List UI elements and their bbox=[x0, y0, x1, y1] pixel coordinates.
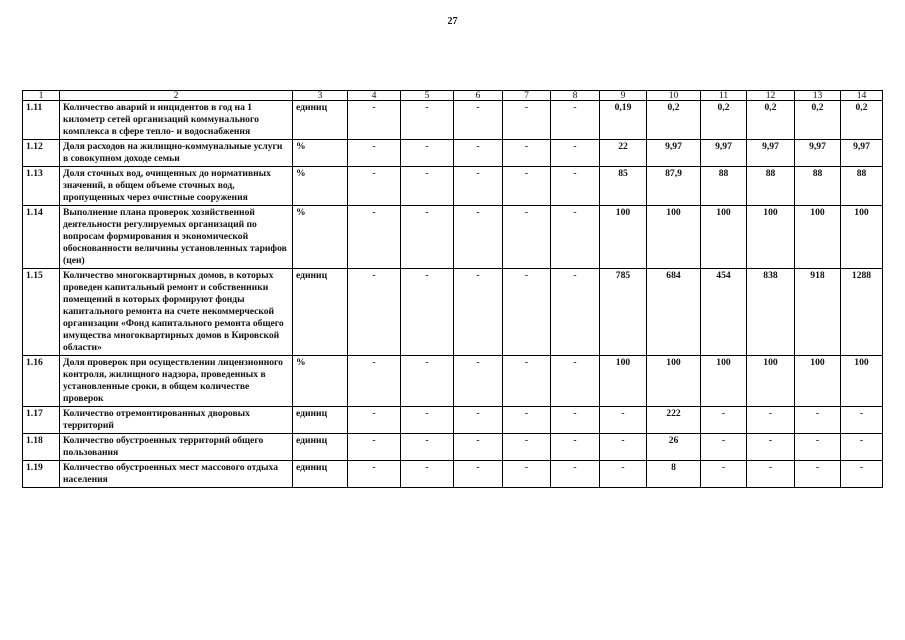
value-cell: - bbox=[503, 101, 551, 140]
value-cell: - bbox=[454, 356, 503, 407]
value-cell: 9,97 bbox=[841, 140, 883, 167]
table-row bbox=[23, 269, 883, 356]
column-header: 11 bbox=[701, 91, 747, 101]
value-cell: - bbox=[795, 461, 841, 488]
table-row bbox=[23, 356, 883, 407]
value-cell: - bbox=[454, 434, 503, 461]
unit-cell: единиц bbox=[293, 434, 348, 461]
value-cell: - bbox=[348, 461, 401, 488]
value-cell: 100 bbox=[647, 356, 701, 407]
value-cell: - bbox=[348, 407, 401, 434]
value-cell: - bbox=[454, 167, 503, 206]
column-header: 2 bbox=[60, 91, 293, 101]
indicator-name: Выполнение плана проверок хозяйственной деятельности регулируемых организаций по вопросам формирования и экономической обоснованности величины установленных тарифов (цен) bbox=[60, 206, 293, 269]
value-cell: - bbox=[348, 434, 401, 461]
table-row bbox=[23, 167, 883, 206]
unit-cell: единиц bbox=[293, 407, 348, 434]
value-cell: 9,97 bbox=[647, 140, 701, 167]
value-cell: 87,9 bbox=[647, 167, 701, 206]
column-header: 7 bbox=[503, 91, 551, 101]
indicators-table bbox=[22, 90, 883, 488]
value-cell: - bbox=[551, 140, 600, 167]
value-cell: - bbox=[401, 434, 454, 461]
value-cell: - bbox=[503, 167, 551, 206]
table-header bbox=[23, 91, 883, 101]
value-cell: 88 bbox=[701, 167, 747, 206]
value-cell: - bbox=[348, 356, 401, 407]
indicator-name: Доля сточных вод, очищенных до нормативных значений, в общем объеме сточных вод, пропущенных через очистные сооружения bbox=[60, 167, 293, 206]
value-cell: 100 bbox=[600, 206, 647, 269]
value-cell: - bbox=[401, 407, 454, 434]
value-cell: - bbox=[747, 461, 795, 488]
row-number: 1.12 bbox=[23, 140, 60, 167]
column-header: 6 bbox=[454, 91, 503, 101]
column-header: 14 bbox=[841, 91, 883, 101]
value-cell: 838 bbox=[747, 269, 795, 356]
value-cell: 0,19 bbox=[600, 101, 647, 140]
value-cell: 9,97 bbox=[795, 140, 841, 167]
value-cell: 1288 bbox=[841, 269, 883, 356]
value-cell: 85 bbox=[600, 167, 647, 206]
value-cell: - bbox=[454, 461, 503, 488]
row-number: 1.16 bbox=[23, 356, 60, 407]
value-cell: - bbox=[454, 206, 503, 269]
unit-cell: % bbox=[293, 140, 348, 167]
unit-cell: единиц bbox=[293, 269, 348, 356]
row-number: 1.15 bbox=[23, 269, 60, 356]
indicator-name: Количество многоквартирных домов, в которых проведен капитальный ремонт и собственники помещений в которых формируют фонды капитального ремонта на счете некоммерческой организации «Фонд капитального ремонта общего имущества многоквартирных домов в Кировской области» bbox=[60, 269, 293, 356]
value-cell: - bbox=[701, 461, 747, 488]
value-cell: 0,2 bbox=[647, 101, 701, 140]
indicator-name: Количество обустроенных территорий общего пользования bbox=[60, 434, 293, 461]
value-cell: - bbox=[503, 269, 551, 356]
value-cell: 100 bbox=[600, 356, 647, 407]
value-cell: - bbox=[551, 461, 600, 488]
row-number: 1.19 bbox=[23, 461, 60, 488]
value-cell: - bbox=[551, 167, 600, 206]
value-cell: 0,2 bbox=[701, 101, 747, 140]
value-cell: 88 bbox=[795, 167, 841, 206]
value-cell: - bbox=[348, 167, 401, 206]
value-cell: 0,2 bbox=[841, 101, 883, 140]
row-number: 1.18 bbox=[23, 434, 60, 461]
row-number: 1.11 bbox=[23, 101, 60, 140]
column-header: 9 bbox=[600, 91, 647, 101]
indicator-name: Количество аварий и инцидентов в год на 1 километр сетей организаций коммунального комплекса в сфере тепло- и водоснабжения bbox=[60, 101, 293, 140]
value-cell: - bbox=[348, 101, 401, 140]
value-cell: 9,97 bbox=[701, 140, 747, 167]
column-header: 3 bbox=[293, 91, 348, 101]
value-cell: - bbox=[841, 407, 883, 434]
value-cell: 100 bbox=[701, 206, 747, 269]
unit-cell: % bbox=[293, 356, 348, 407]
value-cell: - bbox=[551, 206, 600, 269]
indicator-name: Доля проверок при осуществлении лицензионного контроля, жилищного надзора, проведенных в установленные сроки, в общем количестве проверок bbox=[60, 356, 293, 407]
value-cell: - bbox=[600, 434, 647, 461]
value-cell: 454 bbox=[701, 269, 747, 356]
value-cell: - bbox=[454, 407, 503, 434]
table-row bbox=[23, 140, 883, 167]
value-cell: - bbox=[401, 167, 454, 206]
value-cell: - bbox=[551, 356, 600, 407]
value-cell: - bbox=[401, 206, 454, 269]
value-cell: 785 bbox=[600, 269, 647, 356]
value-cell: 100 bbox=[747, 206, 795, 269]
column-header: 13 bbox=[795, 91, 841, 101]
indicator-name: Количество отремонтированных дворовых территорий bbox=[60, 407, 293, 434]
value-cell: - bbox=[701, 434, 747, 461]
value-cell: - bbox=[503, 206, 551, 269]
value-cell: - bbox=[551, 407, 600, 434]
value-cell: 100 bbox=[841, 356, 883, 407]
column-header: 10 bbox=[647, 91, 701, 101]
unit-cell: % bbox=[293, 167, 348, 206]
value-cell: - bbox=[841, 434, 883, 461]
unit-cell: единиц bbox=[293, 461, 348, 488]
value-cell: - bbox=[401, 269, 454, 356]
column-header: 5 bbox=[401, 91, 454, 101]
value-cell: - bbox=[551, 434, 600, 461]
value-cell: 918 bbox=[795, 269, 841, 356]
header-row bbox=[23, 91, 883, 101]
row-number: 1.17 bbox=[23, 407, 60, 434]
value-cell: - bbox=[701, 407, 747, 434]
value-cell: 26 bbox=[647, 434, 701, 461]
table-body bbox=[23, 101, 883, 488]
column-header: 8 bbox=[551, 91, 600, 101]
value-cell: - bbox=[503, 434, 551, 461]
unit-cell: единиц bbox=[293, 101, 348, 140]
value-cell: - bbox=[454, 101, 503, 140]
value-cell: - bbox=[600, 461, 647, 488]
value-cell: - bbox=[841, 461, 883, 488]
value-cell: 222 bbox=[647, 407, 701, 434]
table-row bbox=[23, 206, 883, 269]
value-cell: 88 bbox=[841, 167, 883, 206]
value-cell: - bbox=[348, 206, 401, 269]
value-cell: 9,97 bbox=[747, 140, 795, 167]
value-cell: 100 bbox=[795, 206, 841, 269]
value-cell: - bbox=[795, 434, 841, 461]
value-cell: - bbox=[401, 461, 454, 488]
value-cell: 100 bbox=[701, 356, 747, 407]
row-number: 1.13 bbox=[23, 167, 60, 206]
value-cell: 100 bbox=[647, 206, 701, 269]
value-cell: - bbox=[401, 356, 454, 407]
value-cell: 100 bbox=[795, 356, 841, 407]
column-header: 4 bbox=[348, 91, 401, 101]
value-cell: 0,2 bbox=[747, 101, 795, 140]
value-cell: - bbox=[551, 269, 600, 356]
value-cell: - bbox=[348, 140, 401, 167]
column-header: 1 bbox=[23, 91, 60, 101]
value-cell: - bbox=[551, 101, 600, 140]
column-header: 12 bbox=[747, 91, 795, 101]
indicator-name: Количество обустроенных мест массового отдыха населения bbox=[60, 461, 293, 488]
table-row bbox=[23, 434, 883, 461]
value-cell: - bbox=[454, 269, 503, 356]
value-cell: - bbox=[503, 140, 551, 167]
value-cell: 8 bbox=[647, 461, 701, 488]
unit-cell: % bbox=[293, 206, 348, 269]
value-cell: - bbox=[600, 407, 647, 434]
value-cell: 88 bbox=[747, 167, 795, 206]
value-cell: - bbox=[503, 356, 551, 407]
value-cell: - bbox=[747, 434, 795, 461]
value-cell: 22 bbox=[600, 140, 647, 167]
value-cell: - bbox=[747, 407, 795, 434]
value-cell: 100 bbox=[841, 206, 883, 269]
value-cell: - bbox=[454, 140, 503, 167]
row-number: 1.14 bbox=[23, 206, 60, 269]
value-cell: 0,2 bbox=[795, 101, 841, 140]
value-cell: 100 bbox=[747, 356, 795, 407]
value-cell: - bbox=[401, 101, 454, 140]
table-row bbox=[23, 407, 883, 434]
value-cell: - bbox=[503, 407, 551, 434]
page-number: 27 bbox=[447, 16, 458, 27]
value-cell: - bbox=[795, 407, 841, 434]
indicator-name: Доля расходов на жилищно-коммунальные услуги в совокупном доходе семьи bbox=[60, 140, 293, 167]
value-cell: - bbox=[401, 140, 454, 167]
value-cell: - bbox=[503, 461, 551, 488]
table-row bbox=[23, 461, 883, 488]
value-cell: 684 bbox=[647, 269, 701, 356]
table-row bbox=[23, 101, 883, 140]
value-cell: - bbox=[348, 269, 401, 356]
